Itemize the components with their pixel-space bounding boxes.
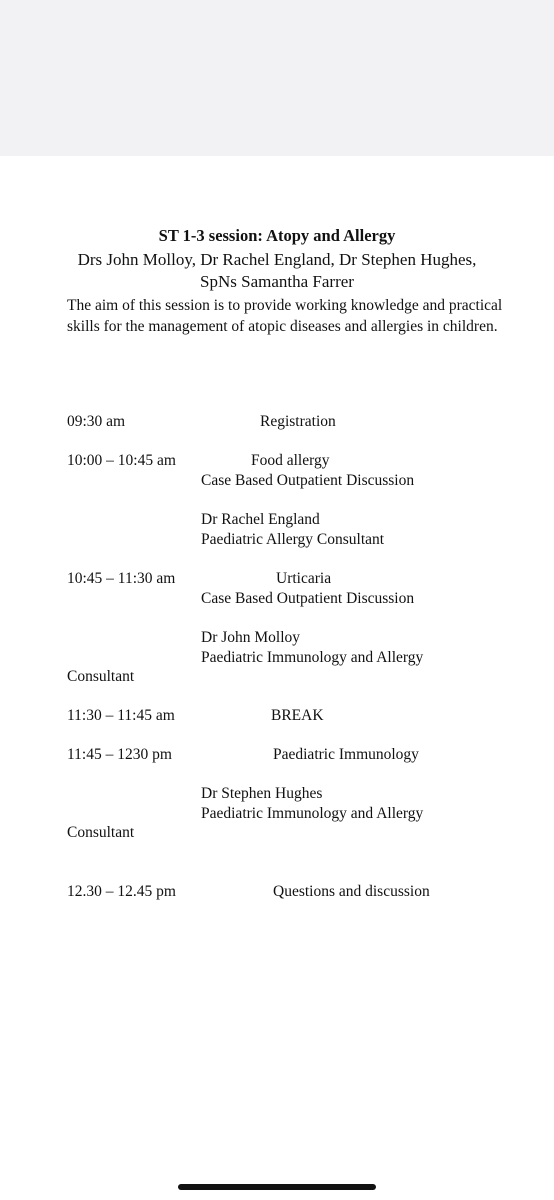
schedule-speaker: Dr John Molloy xyxy=(201,629,301,646)
schedule-time: 09:30 am xyxy=(67,413,126,430)
schedule-time: 11:45 – 1230 pm xyxy=(67,746,172,763)
authors-line-2: SpNs Samantha Farrer xyxy=(200,272,354,291)
schedule-speaker-role-continued: Consultant xyxy=(67,668,135,685)
home-indicator[interactable] xyxy=(178,1184,376,1190)
schedule-speaker: Dr Rachel England xyxy=(201,511,320,528)
authors-line-1: Drs John Molloy, Dr Rachel England, Dr Stephen Hughes, xyxy=(77,250,477,269)
schedule-topic: Paediatric Immunology xyxy=(273,746,419,763)
schedule-format: Case Based Outpatient Discussion xyxy=(201,472,415,489)
schedule-speaker-role: Paediatric Immunology and Allergy xyxy=(201,805,424,822)
schedule-time: 12.30 – 12.45 pm xyxy=(67,883,176,900)
schedule-time: 10:45 – 11:30 am xyxy=(67,570,176,587)
schedule-speaker-role: Paediatric Immunology and Allergy xyxy=(201,649,424,666)
session-title: ST 1-3 session: Atopy and Allergy xyxy=(158,226,396,245)
schedule-time: 10:00 – 10:45 am xyxy=(67,452,176,469)
schedule-topic: Food allergy xyxy=(251,452,330,469)
schedule-speaker-role-continued: Consultant xyxy=(67,824,135,841)
schedule-speaker: Dr Stephen Hughes xyxy=(201,785,323,802)
schedule-topic: BREAK xyxy=(271,707,324,724)
session-aim: The aim of this session is to provide working knowledge and practical skills for the management of atopic diseases and allergies in children. xyxy=(67,297,503,335)
top-toolbar-area xyxy=(0,0,554,156)
schedule-topic: Registration xyxy=(260,413,336,430)
schedule-format: Case Based Outpatient Discussion xyxy=(201,590,415,607)
schedule-topic: Urticaria xyxy=(276,570,332,587)
schedule-speaker-role: Paediatric Allergy Consultant xyxy=(201,531,385,548)
schedule-topic: Questions and discussion xyxy=(273,883,430,900)
schedule-time: 11:30 – 11:45 am xyxy=(67,707,175,724)
